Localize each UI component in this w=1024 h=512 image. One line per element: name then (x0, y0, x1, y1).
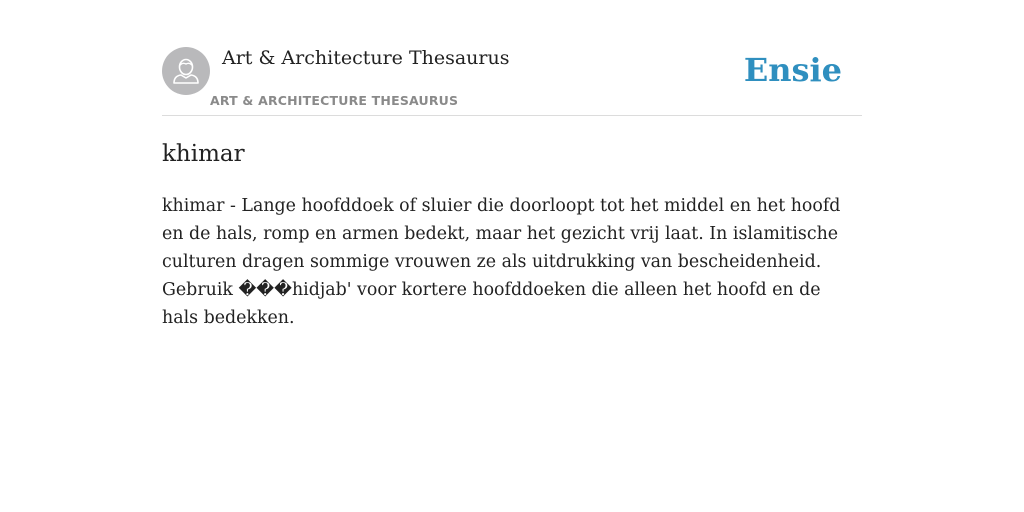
term-definition: khimar - Lange hoofddoek of sluier die doorloopt tot het middel en het hoofd en de hals, romp en armen bedekt, maar het gezicht vrij laat. In islamitische culturen dragen sommige vrouwen ze als uitdrukking van bescheidenheid. Gebruik ���hidjab' voor kortere hoofddoeken die alleen het hoofd en de hals bedekken. (162, 196, 841, 328)
author-name[interactable]: Art & Architecture Thesaurus (222, 47, 510, 69)
term-title: khimar (162, 141, 245, 167)
user-avatar-icon[interactable] (162, 47, 210, 95)
header (162, 0, 862, 116)
content-container (162, 0, 862, 328)
ensie-logo[interactable]: Ensie (743, 51, 842, 89)
source-label[interactable]: ART & ARCHITECTURE THESAURUS (210, 93, 459, 108)
